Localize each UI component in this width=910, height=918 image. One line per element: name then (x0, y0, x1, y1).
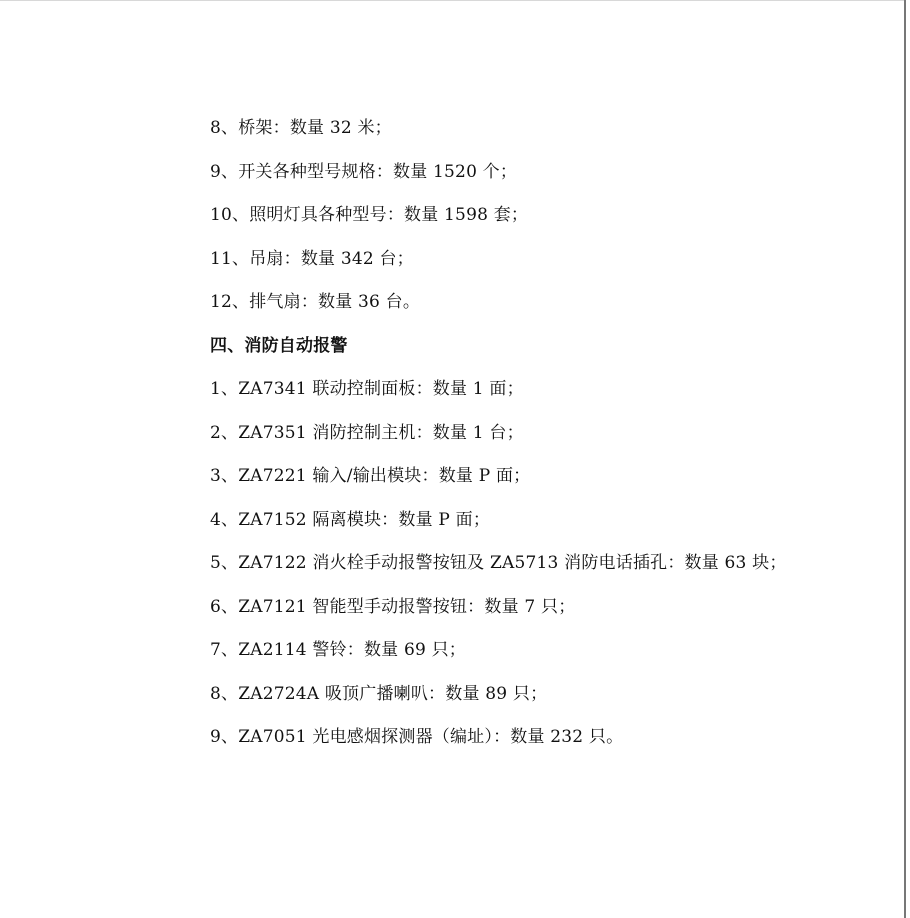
list-item: 10、照明灯具各种型号：数量 1598 套； (210, 205, 529, 225)
list-item: 2、ZA7351 消防控制主机：数量 1 台； (210, 422, 524, 443)
list-item: 9、ZA7051 光电感烟探测器（编址）：数量 232 只。 (210, 727, 624, 747)
list-item: 7、ZA2114 警铃：数量 69 只； (210, 640, 467, 660)
list-item: 9、开关各种型号规格：数量 1520 个； (210, 161, 518, 182)
list-item: 12、排气扇：数量 36 台。 (210, 292, 421, 312)
list-item: 8、ZA2724A 吸顶广播喇叭：数量 89 只； (210, 683, 548, 704)
list-item: 1、ZA7341 联动控制面板：数量 1 面； (210, 379, 524, 399)
list-item: 11、吊扇：数量 342 台； (210, 248, 414, 269)
list-item: 8、桥架：数量 32 米； (210, 118, 392, 138)
document-content (210, 113, 900, 766)
section-heading: 四、消防自动报警 (210, 335, 348, 356)
list-item: 6、ZA7121 智能型手动报警按钮：数量 7 只； (210, 596, 576, 617)
list-item: 4、ZA7152 隔离模块：数量 P 面； (210, 509, 491, 530)
list-item: 5、ZA7122 消火栓手动报警按钮及 ZA5713 消防电话插孔：数量 63 块； (210, 553, 787, 573)
list-item: 3、ZA7221 输入/输出模块：数量 P 面； (210, 466, 531, 486)
page-edge-divider (904, 0, 910, 918)
